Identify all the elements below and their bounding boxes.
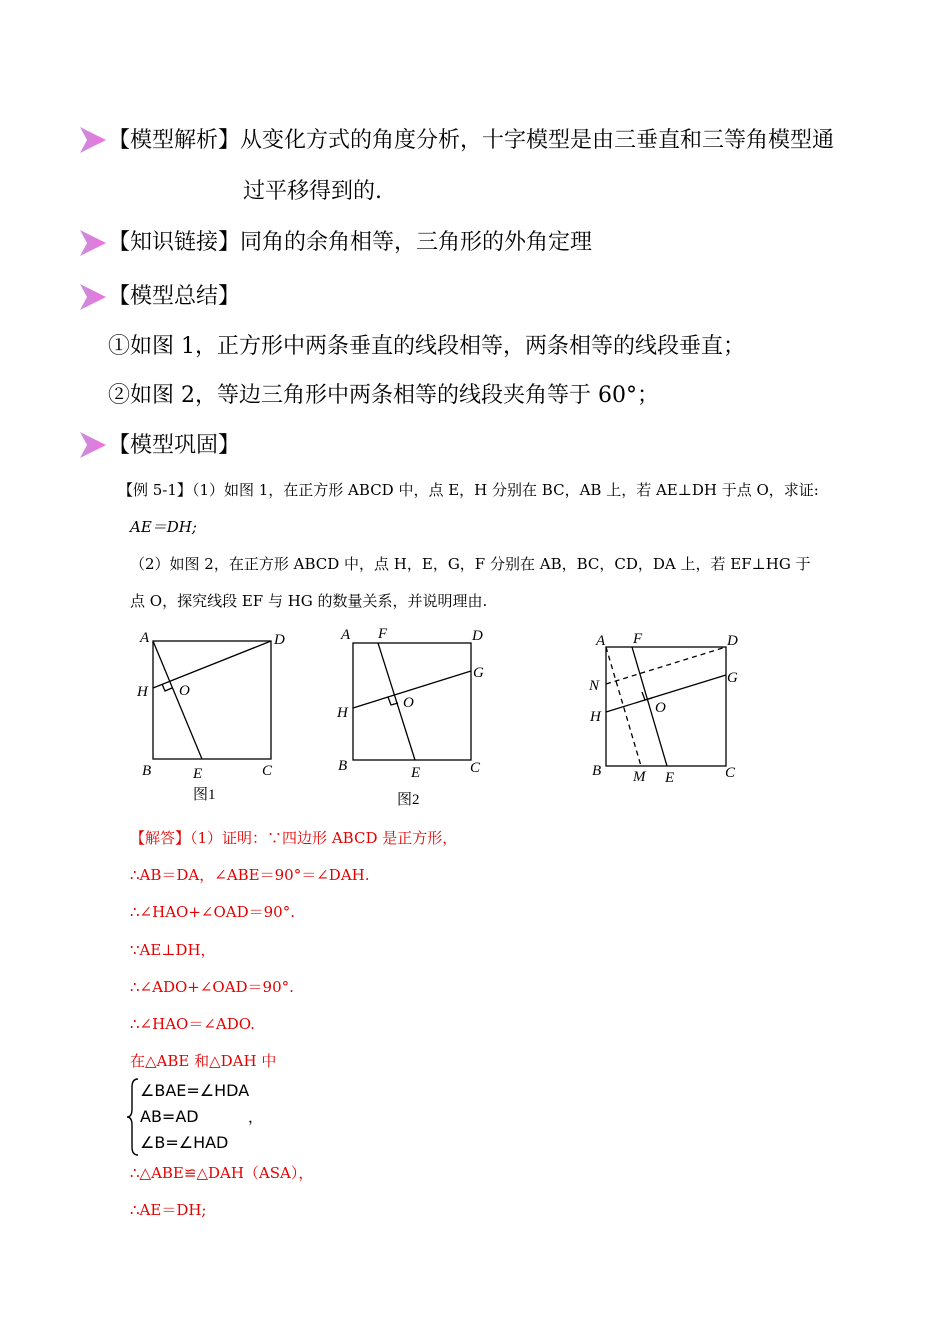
example-q1: （1）如图 1，在正方形 ABCD 中，点 E，H 分别在 BC，AB 上，若 AE⊥DH 于点 O，求证: — [191, 481, 819, 499]
fig2-label-h: H — [337, 705, 348, 721]
arrow-bullet-icon — [78, 282, 108, 312]
knowledge-link — [108, 230, 592, 256]
fig3-line-hg — [606, 675, 726, 712]
example-line-4: 点 O，探究线段 EF 与 HG 的数量关系，并说明理由. — [130, 592, 488, 610]
brace-conditions — [140, 1078, 249, 1156]
consolidate-title: 【模型巩固】 — [108, 433, 241, 458]
solution-line-6: 在△ABE 和△DAH 中 — [130, 1052, 277, 1070]
fig3-label-d: D — [727, 633, 738, 649]
fig1-label-c: C — [262, 763, 273, 779]
fig2-label-d: D — [472, 628, 483, 644]
fig3-label-b: B — [592, 763, 602, 779]
fig1-caption: 图1 — [193, 787, 216, 803]
solution-line-0 — [130, 828, 457, 848]
fig2-label-o: O — [403, 695, 414, 711]
fig3-label-n: N — [589, 678, 600, 694]
fig1-label-d: D — [274, 632, 285, 648]
solution-line-3: ∵AE⊥DH， — [130, 941, 216, 959]
example-line-3: （2）如图 2，在正方形 ABCD 中，点 H，E，G，F 分别在 AB，BC，CD，DA 上，若 EF⊥HG 于 — [130, 555, 811, 573]
fig2-label-a: A — [341, 627, 351, 643]
condition-1: ∠BAE=∠HDA — [140, 1081, 250, 1100]
solution-line-8: ∴AE＝DH; — [130, 1201, 207, 1219]
fig2-label-f: F — [378, 626, 388, 642]
analysis-line-1 — [108, 128, 834, 154]
analysis-title: 【模型解析】 — [108, 128, 241, 153]
fig3-label-e: E — [665, 770, 675, 786]
fig3-label-f: F — [633, 631, 643, 647]
fig2-label-b: B — [338, 758, 348, 774]
solution-proof-start: （1）证明：∵四边形 ABCD 是正方形， — [190, 829, 458, 847]
fig1-line-ae — [153, 641, 202, 759]
fig2-label-c: C — [470, 760, 481, 776]
analysis-line-2: 过平移得到的. — [243, 179, 382, 204]
link-title: 【知识链接】 — [108, 230, 241, 255]
fig1-label-o: O — [179, 683, 190, 699]
fig1-label-a: A — [140, 630, 150, 646]
condition-3: ∠B=∠HAD — [140, 1133, 229, 1152]
solution-line-2: ∴∠HAO+∠OAD＝90°. — [130, 903, 295, 921]
condition-2: AB=AD — [140, 1107, 199, 1126]
arrow-bullet-icon — [78, 430, 108, 460]
fig3-label-o: O — [655, 700, 666, 716]
fig2-label-e: E — [411, 765, 421, 781]
summary-title: 【模型总结】 — [108, 284, 241, 309]
fig3-label-m: M — [633, 769, 646, 785]
solution-line-1: ∴AB＝DA，∠ABE＝90°＝∠DAH. — [130, 866, 370, 884]
fig1-label-e: E — [193, 766, 203, 782]
arrow-bullet-icon — [78, 228, 108, 258]
fig2-caption: 图2 — [397, 792, 420, 808]
fig2-label-g: G — [473, 665, 484, 681]
solution-line-7: ∴△ABE≌△DAH（ASA）， — [130, 1164, 314, 1182]
brace-comma: ， — [248, 1108, 264, 1126]
fig1-label-h: H — [137, 684, 148, 700]
geometry-figures — [125, 625, 765, 815]
example-line-2: AE＝DH; — [130, 518, 197, 536]
left-brace — [126, 1077, 140, 1157]
fig3-dashed-nd — [606, 647, 726, 684]
fig3-label-c: C — [725, 765, 736, 781]
fig3-label-a: A — [596, 633, 606, 649]
fig3-label-g: G — [727, 670, 738, 686]
fig1-label-b: B — [142, 763, 152, 779]
arrow-bullet-icon — [78, 125, 108, 155]
summary-item-1: ①如图 1，正方形中两条垂直的线段相等，两条相等的线段垂直； — [108, 334, 745, 359]
fig1-square — [153, 641, 271, 759]
link-text: 同角的余角相等，三角形的外角定理 — [240, 230, 593, 255]
analysis-text: 从变化方式的角度分析，十字模型是由三垂直和三等角模型通 — [240, 128, 835, 153]
example-label: 【例 5-1】 — [118, 481, 192, 499]
solution-line-4: ∴∠ADO+∠OAD＝90°. — [130, 978, 294, 996]
fig1-right-angle — [162, 684, 172, 691]
summary-item-2: ②如图 2，等边三角形中两条相等的线段夹角等于 60°； — [108, 383, 659, 408]
solution-head: 【解答】 — [130, 829, 191, 847]
fig1-line-hd — [153, 641, 271, 688]
example-line-1 — [118, 480, 819, 500]
solution-line-5: ∴∠HAO＝∠ADO. — [130, 1015, 255, 1033]
fig3-label-h: H — [590, 709, 601, 725]
